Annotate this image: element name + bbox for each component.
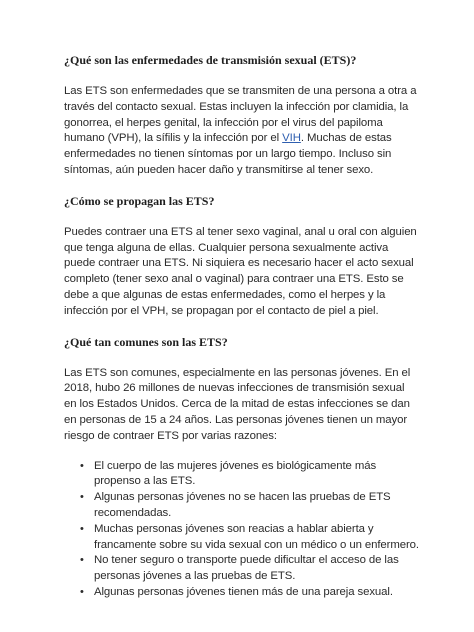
paragraph-text: . Muchas de estas enfermedades no tienen síntomas por un largo tiempo. Incluso sin síntomas, aún pueden hacer daño y transmitirse al tener sexo. <box>64 132 392 176</box>
section-heading-como-se-propagan: ¿Cómo se propagan las ETS? <box>64 193 215 208</box>
bullet-icon: • <box>80 459 84 472</box>
section-paragraph-como-se-propagan: Puedes contraer una ETS al tener sexo vaginal, anal u oral con alguien que tenga alguna de ellas. Cualquier persona sexualmente activa puede contraer una ETS. Ni siquiera es necesario hacer el acto sexual completo (tener sexo anal o vaginal) para contraer una ETS. Esto se debe a que algunas de estas enfermedades, como el herpes y la infección por el VPH, se propagan por el contacto de piel a piel. <box>64 225 417 317</box>
list-item <box>80 459 419 491</box>
list-item-text: Algunas personas jóvenes no se hacen las pruebas de ETS recomendadas. <box>94 491 391 519</box>
list-item <box>80 522 419 554</box>
section-paragraph-que-son <box>64 84 419 179</box>
section-heading-que-son: ¿Qué son las enfermedades de transmisión sexual (ETS)? <box>64 53 357 67</box>
list-item-text: Algunas personas jóvenes tienen más de una pareja sexual. <box>94 585 393 598</box>
paragraph-text: Las ETS son enfermedades que se transmiten de una persona a otra a través del contacto sexual. Estas incluyen la infección por clamidia, la gonorrea, el herpes genital, la infección por el virus del papiloma humano (VPH), la sífilis y la infección por el <box>64 85 417 145</box>
bullet-icon: • <box>80 554 84 567</box>
list-item <box>80 585 419 601</box>
bullet-icon: • <box>80 585 84 598</box>
list-item <box>80 553 419 585</box>
vih-link[interactable]: VIH <box>282 132 301 145</box>
list-item-text: El cuerpo de las mujeres jóvenes es biológicamente más propenso a las ETS. <box>94 459 377 488</box>
list-item-text: Muchas personas jóvenes son reacias a hablar abierta y francamente sobre su vida sexual con un médico o un enfermero. <box>94 522 419 551</box>
list-item-text: No tener seguro o transporte puede dificultar el acceso de las personas jóvenes a las pruebas de ETS. <box>94 554 399 583</box>
bullet-icon: • <box>80 522 84 535</box>
section-paragraph-que-tan-comunes: Las ETS son comunes, especialmente en las personas jóvenes. En el 2018, hubo 26 millones de nuevas infecciones de transmisión sexual en los Estados Unidos. Cerca de la mitad de estas infecciones se dan en personas de 15 a 24 años. Las personas jóvenes tienen un mayor riesgo de contraer ETS por varias razones: <box>64 366 411 442</box>
document-content <box>64 52 419 601</box>
bullet-icon: • <box>80 491 84 504</box>
list-item <box>80 490 419 522</box>
section-heading-que-tan-comunes: ¿Qué tan comunes son las ETS? <box>64 334 228 349</box>
reasons-list <box>64 459 419 601</box>
